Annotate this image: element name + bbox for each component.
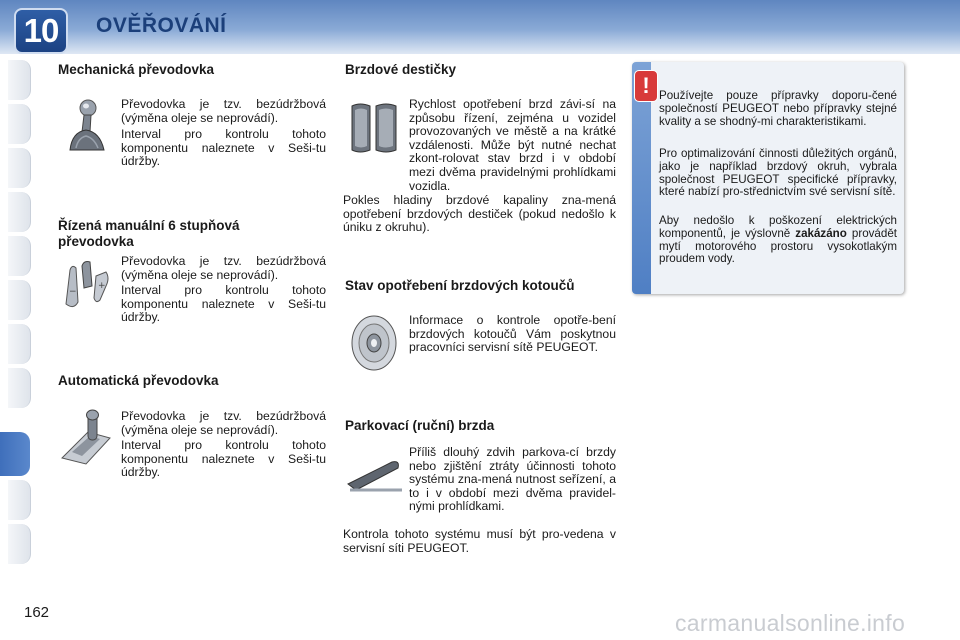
chapter-tab[interactable] <box>8 104 31 144</box>
brake-disc-icon <box>346 314 402 372</box>
paragraph: Převodovka je tzv. bezúdržbová (výměna oleje se neprovádí). <box>121 254 326 282</box>
paragraph: Interval pro kontrolu tohoto komponentu naleznete v Seši-tu údržby. <box>121 127 326 169</box>
heading-parking-brake: Parkovací (ruční) brzda <box>345 418 495 433</box>
chapter-tab[interactable] <box>8 60 31 100</box>
chapter-tab[interactable] <box>8 524 31 564</box>
heading-mechanical-gearbox: Mechanická převodovka <box>58 62 215 77</box>
chapter-tab-strip <box>0 60 32 580</box>
warning-paragraph: Používejte pouze přípravky doporu-čené společností PEUGEOT nebo přípravky stejné kvality a se shodný-mi charakteristikami. <box>659 89 897 128</box>
chapter-tab[interactable] <box>8 236 31 276</box>
svg-text:+: + <box>98 281 106 291</box>
warning-text: provádět mytí motorového prostoru vysokotlakým proudem vody. <box>659 226 897 266</box>
paragraph: Interval pro kontrolu tohoto komponentu naleznete v Seši-tu údržby. <box>121 438 326 480</box>
paragraph: Příliš dlouhý zdvih parkova-cí brzdy nebo zjištění ztráty účinnosti tohoto systému zna-mená nutnost seřízení, a to i v období mezi dvěma pravidel-nými prohlídkami. <box>409 445 616 514</box>
chapter-tab[interactable] <box>8 324 31 364</box>
paragraph: Informace o kontrole opotře-bení brzdových kotoučů Vám poskytnou pracovníci servisní sítě PEUGEOT. <box>409 313 616 355</box>
paddle-shifters-icon <box>60 256 114 312</box>
page-number: 162 <box>24 604 50 621</box>
chapter-tab[interactable] <box>8 368 31 408</box>
chapter-tab[interactable] <box>8 280 31 320</box>
paragraph: Kontrola tohoto systému musí být pro-vedena v servisní síti PEUGEOT. <box>343 527 616 555</box>
warning-emphasis: zakázáno <box>795 226 847 240</box>
paragraph: Převodovka je tzv. bezúdržbová (výměna oleje se neprovádí). <box>121 409 326 437</box>
watermark: carmanualsonline.info <box>675 610 906 636</box>
chapter-badge: 10 <box>14 8 68 54</box>
warning-exclamation-icon: ! <box>634 70 658 102</box>
paragraph: Rychlost opotřebení brzd závi-sí na způsobu řízení, zejména u vozidel provozovaných ve městě a na krátké vzdálenosti. Může být nutné nechat zkont-rolovat stav brzd i v období mezi dvěma pravidelnými prohlídkami vozidla. <box>409 97 616 193</box>
warning-paragraph <box>659 215 897 266</box>
paragraph: Interval pro kontrolu tohoto komponentu naleznete v Seši-tu údržby. <box>121 283 326 325</box>
page-title: OVĚŘOVÁNÍ <box>96 14 227 37</box>
automatic-selector-icon <box>58 408 114 466</box>
chapter-tab[interactable] <box>8 192 31 232</box>
chapter-tab-active[interactable] <box>0 432 30 476</box>
heading-automatic-gearbox: Automatická převodovka <box>58 373 219 388</box>
paragraph: Převodovka je tzv. bezúdržbová (výměna oleje se neprovádí). <box>121 97 326 125</box>
parking-brake-lever-icon <box>344 454 404 494</box>
paragraph: Pokles hladiny brzdové kapaliny zna-mená opotřebení brzdových destiček (pokud nedošlo k úniku z okruhu). <box>343 193 616 235</box>
warning-paragraph: Pro optimalizování činnosti důležitých orgánů, jako je například brzdový okruh, vybrala společnost PEUGEOT specifické přípravky, které nabízí pro-střednictvím své servisní sítě. <box>659 147 897 199</box>
warning-text: Aby nedošlo k poškození elektrických komponentů, je výslovně <box>659 214 897 240</box>
gear-lever-icon <box>60 98 110 156</box>
chapter-tab[interactable] <box>8 148 31 188</box>
warning-box <box>632 62 904 294</box>
heading-brake-discs: Stav opotřebení brzdových kotoučů <box>345 278 575 293</box>
svg-text:−: − <box>69 287 77 297</box>
heading-manual-6-speed: Řízená manuální 6 stupňová převodovka <box>58 218 240 249</box>
brake-pads-icon <box>346 100 402 156</box>
heading-brake-pads: Brzdové destičky <box>345 62 457 77</box>
chapter-tab[interactable] <box>8 480 31 520</box>
